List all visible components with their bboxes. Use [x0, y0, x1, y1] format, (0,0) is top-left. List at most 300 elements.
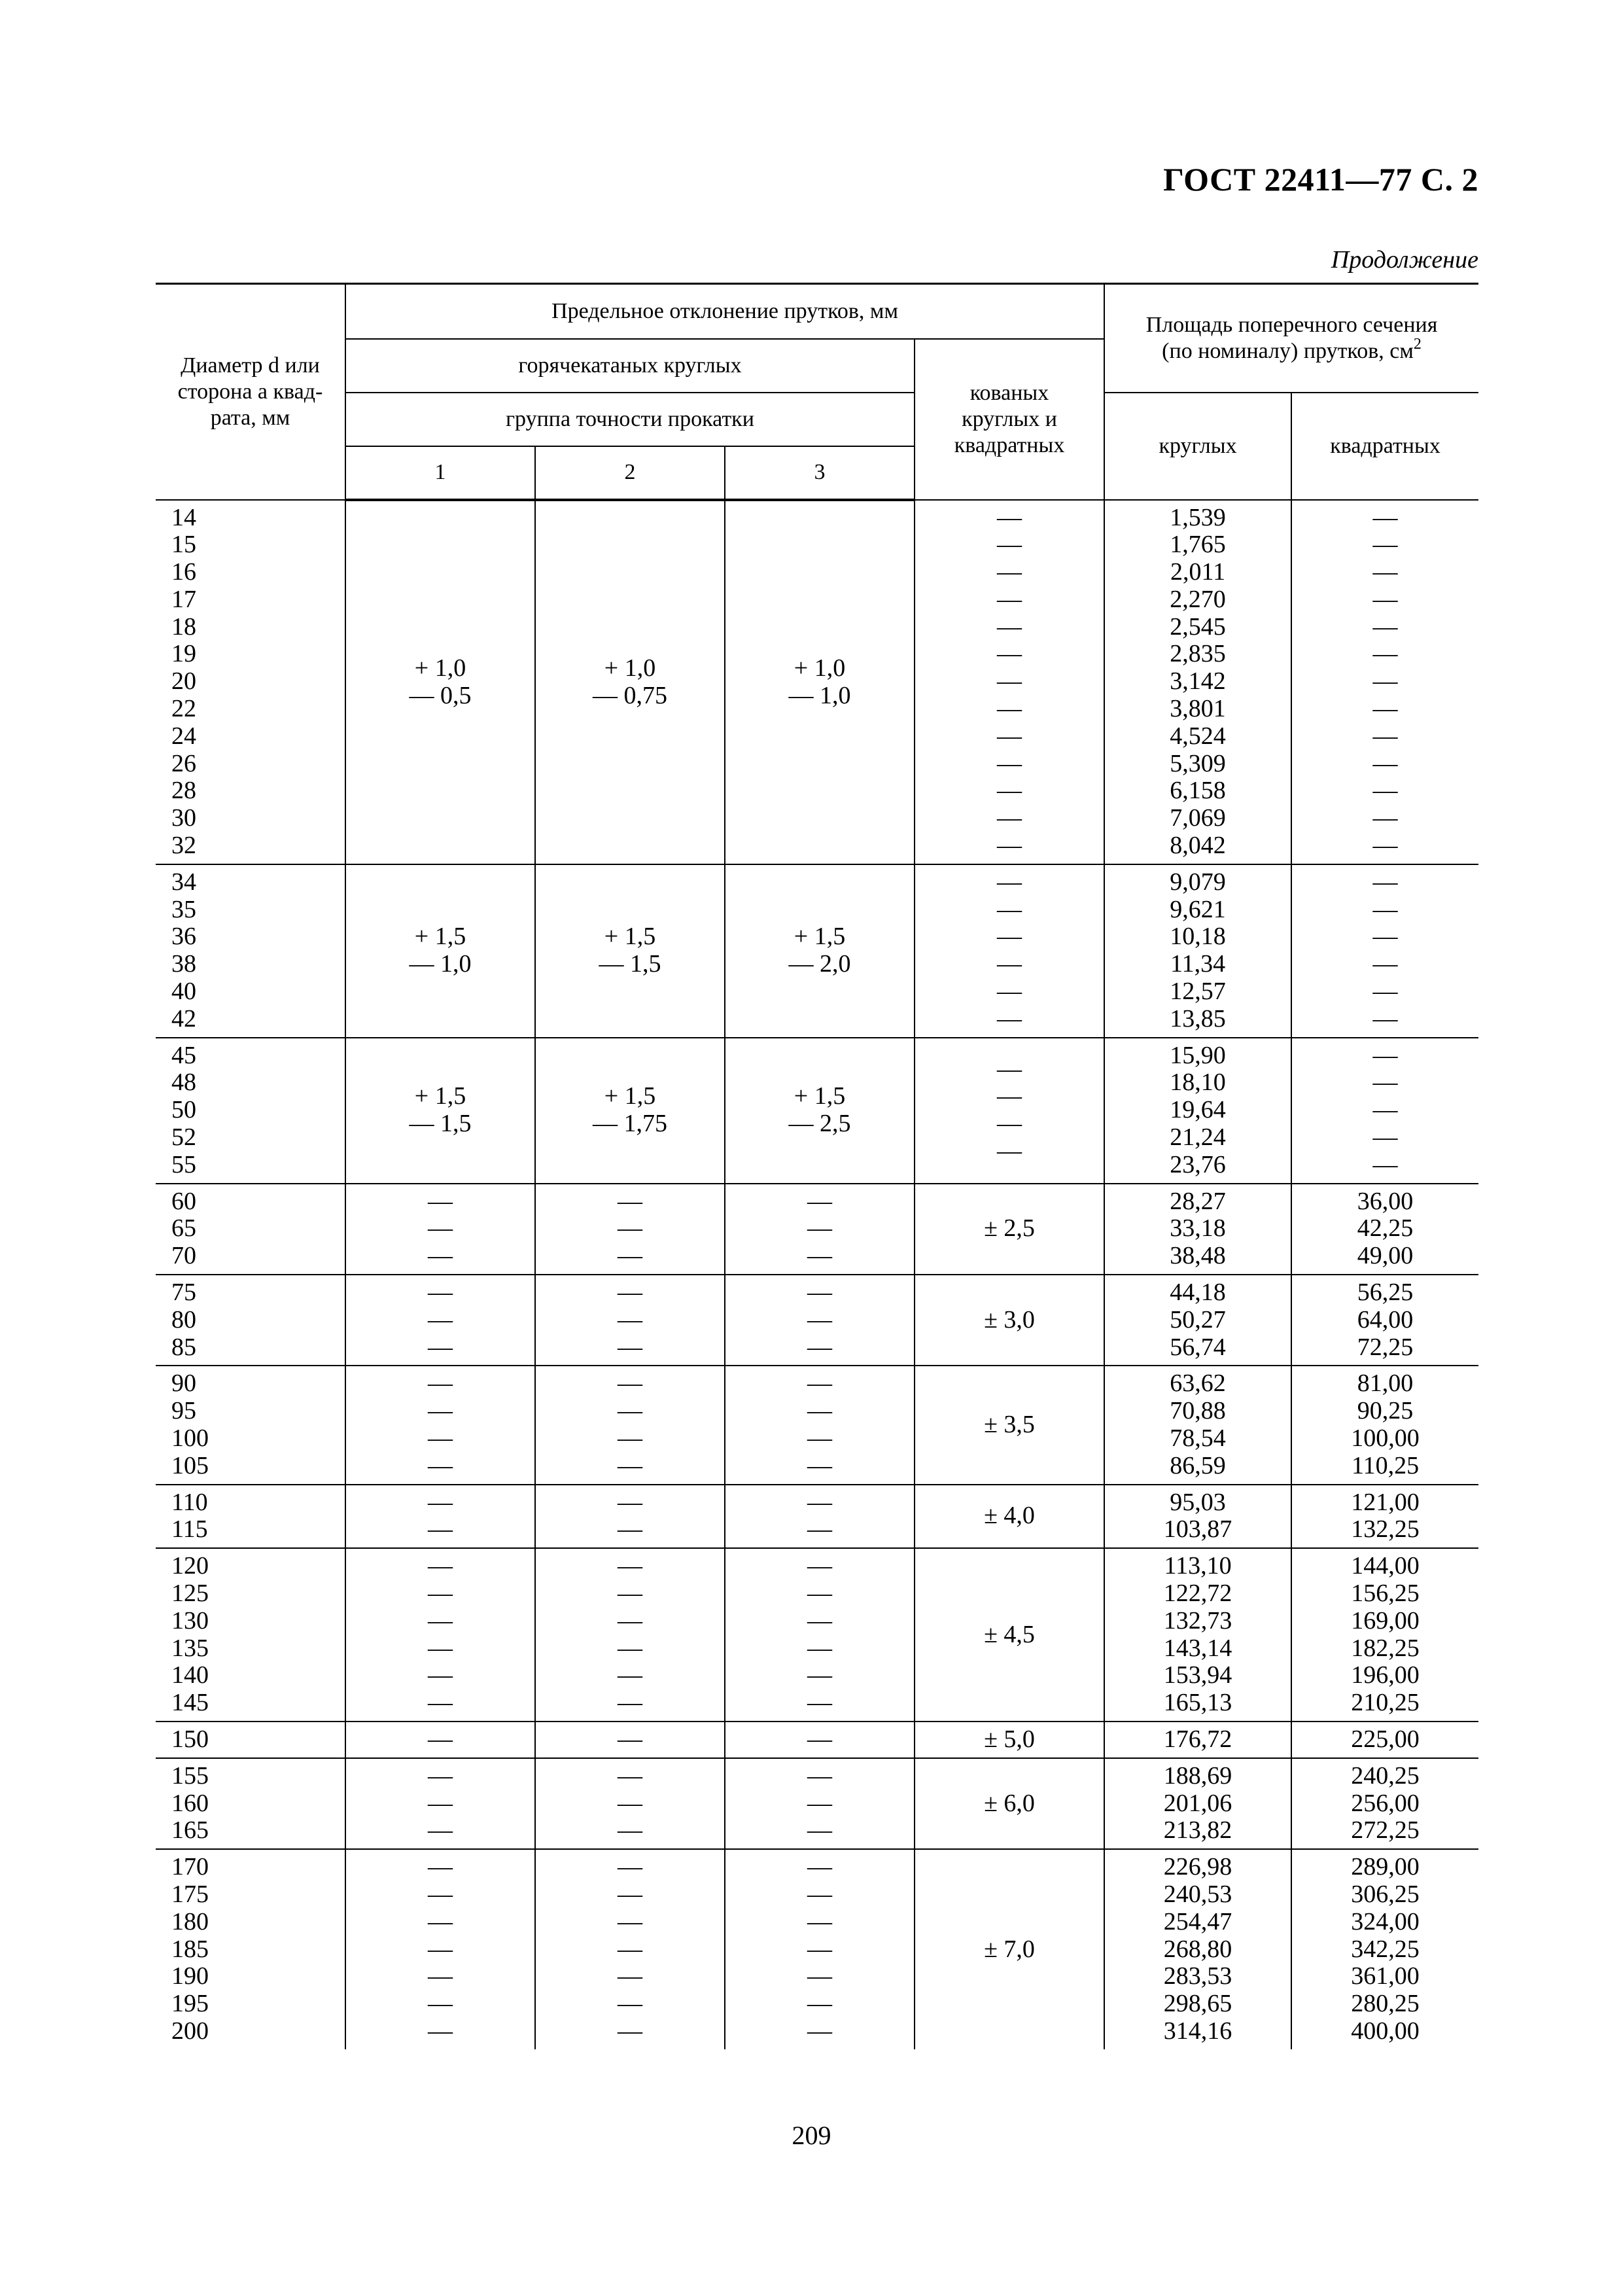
cell-value: — — [807, 1990, 832, 2018]
document-header: ГОСТ 22411—77 С. 2 — [1163, 161, 1478, 198]
cell-value: — — [428, 1242, 453, 1270]
cell-value: — — [428, 1333, 453, 1361]
cell-value: — — [997, 612, 1022, 641]
table-cell-square — [1291, 1366, 1478, 1484]
header-deviation-group: Предельное отклонение прутков, мм — [345, 284, 1104, 339]
table-cell-g2 — [535, 864, 725, 1038]
cell-value: 100,00 — [1351, 1424, 1420, 1452]
cell-value: 226,98 — [1163, 1853, 1232, 1881]
cell-value: — — [618, 1488, 642, 1516]
table-cell-square — [1291, 1722, 1478, 1758]
cell-value: 45 — [171, 1041, 196, 1069]
cell-value: 165 — [171, 1816, 209, 1845]
cell-value: 78,54 — [1170, 1424, 1226, 1452]
cell-value: 36,00 — [1357, 1187, 1414, 1215]
cell-value: — — [1372, 749, 1398, 777]
cell-value: + 1,5 — [604, 923, 656, 951]
continuation-label: Продолжение — [1331, 246, 1478, 274]
cell-value: — — [1372, 695, 1398, 723]
cell-value: 342,25 — [1351, 1935, 1420, 1963]
cell-value: — — [807, 1725, 832, 1753]
cell-value: — — [618, 1579, 642, 1607]
table-cell-g2 — [535, 1275, 725, 1366]
cell-value: 153,94 — [1163, 1661, 1232, 1689]
table-cell-g1 — [345, 1849, 535, 2049]
cell-value: — — [1372, 531, 1398, 559]
header-diameter-line: сторона a квад- — [177, 379, 323, 404]
table-body — [156, 500, 1478, 2049]
cell-value: + 1,5 — [414, 1082, 466, 1110]
header-diameter-line: Диаметр d или — [181, 353, 320, 378]
cell-value: 4,524 — [1170, 722, 1226, 750]
cell-value: + 1,5 — [794, 923, 846, 951]
table-cell-square — [1291, 1485, 1478, 1549]
table-cell-g1 — [345, 1758, 535, 1849]
cell-value: 144,00 — [1351, 1552, 1420, 1580]
cell-value: — — [428, 1515, 453, 1544]
header-area-line2: (по номиналу) прутков, $см^2$ — [1162, 335, 1422, 363]
cell-value: — — [428, 1990, 453, 2018]
table-cell-g1 — [345, 1722, 535, 1758]
cell-value: 1,539 — [1170, 503, 1226, 531]
cell-value: 190 — [171, 1962, 209, 1990]
cell-value: 225,00 — [1351, 1725, 1420, 1753]
table-cell-g2 — [535, 1184, 725, 1275]
cell-value: 196,00 — [1351, 1661, 1420, 1689]
cell-value: — — [428, 1606, 453, 1634]
cell-value: — — [1372, 923, 1398, 951]
cell-value: — — [618, 1242, 642, 1270]
cell-value: 105 — [171, 1451, 209, 1479]
header-hot-rolled: горячекатаных круглых — [345, 339, 915, 393]
table-cell-round — [1104, 1184, 1291, 1275]
cell-value: 10,18 — [1170, 923, 1226, 951]
table-row — [156, 1038, 1478, 1184]
cell-value: — — [1372, 950, 1398, 978]
cell-value: 20 — [171, 667, 196, 696]
cell-value: — — [997, 640, 1022, 668]
cell-value: — — [428, 2017, 453, 2045]
cell-value: 213,82 — [1163, 1816, 1232, 1845]
cell-value: — — [1372, 777, 1398, 805]
cell-value: 11,34 — [1170, 950, 1226, 978]
table-cell-forged — [915, 500, 1104, 864]
table-cell-g1 — [345, 1184, 535, 1275]
cell-value: 72,25 — [1357, 1333, 1414, 1361]
cell-value: — — [807, 1689, 832, 1717]
table-row — [156, 1722, 1478, 1758]
cell-value: — — [428, 1579, 453, 1607]
cell-value: — — [618, 1424, 642, 1452]
cell-value: — 2,0 — [788, 950, 851, 978]
cell-value: 3,142 — [1170, 667, 1226, 696]
table-cell-sizes — [156, 1275, 345, 1366]
cell-value: 169,00 — [1351, 1606, 1420, 1634]
cell-value: — — [618, 1880, 642, 1908]
cell-value: 170 — [171, 1853, 209, 1881]
table-cell-g1 — [345, 1366, 535, 1484]
cell-value: — — [618, 1907, 642, 1935]
cell-value: 90,25 — [1357, 1397, 1414, 1425]
cell-value: — — [997, 895, 1022, 923]
table-cell-square — [1291, 1038, 1478, 1184]
cell-value: 17 — [171, 585, 196, 613]
cell-value: — — [807, 1661, 832, 1689]
table-cell-forged — [915, 1366, 1104, 1484]
table-cell-g3 — [725, 1722, 915, 1758]
cell-value: — — [1372, 585, 1398, 613]
cell-value: — — [428, 1907, 453, 1935]
cell-value: 143,14 — [1163, 1634, 1232, 1662]
table-cell-sizes — [156, 1485, 345, 1549]
header-diameter — [156, 284, 345, 500]
cell-value: 5,309 — [1170, 749, 1226, 777]
cell-value: — — [807, 1488, 832, 1516]
cell-value: ± 5,0 — [984, 1725, 1035, 1753]
cell-value: — — [1372, 804, 1398, 832]
cell-value: — — [807, 1305, 832, 1333]
cell-value: 306,25 — [1351, 1880, 1420, 1908]
cell-value: 3,801 — [1170, 695, 1226, 723]
table-cell-g3 — [725, 864, 915, 1038]
table-cell-sizes — [156, 1366, 345, 1484]
table-row — [156, 1485, 1478, 1549]
cell-value: — 2,5 — [788, 1110, 851, 1138]
cell-value: 56,74 — [1170, 1333, 1226, 1361]
cell-value: 6,158 — [1170, 777, 1226, 805]
cell-value: — — [807, 1606, 832, 1634]
cell-value: — — [997, 1110, 1022, 1138]
cell-value: — — [807, 1242, 832, 1270]
cell-value: 35 — [171, 895, 196, 923]
cell-value: 9,079 — [1170, 868, 1226, 896]
cell-value: — — [807, 1552, 832, 1580]
table-cell-square — [1291, 1184, 1478, 1275]
table-cell-sizes — [156, 1722, 345, 1758]
cell-value: + 1,5 — [794, 1082, 846, 1110]
table-cell-g2 — [535, 500, 725, 864]
table-cell-g2 — [535, 1366, 725, 1484]
cell-value: 201,06 — [1163, 1789, 1232, 1817]
cell-value: 81,00 — [1357, 1369, 1414, 1398]
cell-value: 165,13 — [1163, 1689, 1232, 1717]
cell-value: ± 6,0 — [984, 1789, 1035, 1817]
table-row — [156, 1758, 1478, 1849]
cell-value: 13,85 — [1170, 1004, 1226, 1033]
cell-value: — 1,75 — [593, 1110, 667, 1138]
table-cell-round — [1104, 1366, 1291, 1484]
cell-value: — — [428, 1880, 453, 1908]
cell-value: 70,88 — [1170, 1397, 1226, 1425]
cell-value: 21,24 — [1170, 1123, 1226, 1152]
cell-value: 324,00 — [1351, 1907, 1420, 1935]
cell-value: 14 — [171, 503, 196, 531]
table-cell-g1 — [345, 1275, 535, 1366]
table-cell-g3 — [725, 1758, 915, 1849]
cell-value: — — [997, 832, 1022, 860]
table-cell-sizes — [156, 1038, 345, 1184]
cell-value: 188,69 — [1163, 1761, 1232, 1790]
cell-value: 1,765 — [1170, 531, 1226, 559]
cell-value: 132,73 — [1163, 1606, 1232, 1634]
cell-value: 40 — [171, 978, 196, 1006]
cell-value: — — [997, 1055, 1022, 1083]
cell-value: + 1,0 — [414, 654, 466, 682]
cell-value: — — [997, 1137, 1022, 1165]
cell-value: 49,00 — [1357, 1242, 1414, 1270]
table-cell-g1 — [345, 864, 535, 1038]
cell-value: 18,10 — [1170, 1069, 1226, 1097]
cell-value: — — [1372, 1123, 1398, 1152]
cell-value: — — [807, 1369, 832, 1398]
cell-value: 314,16 — [1163, 2017, 1232, 2045]
table-row — [156, 500, 1478, 864]
cell-value: 110,25 — [1351, 1451, 1420, 1479]
table-row — [156, 1366, 1478, 1484]
table-cell-round — [1104, 500, 1291, 864]
cell-value: 100 — [171, 1424, 209, 1452]
cell-value: 135 — [171, 1634, 209, 1662]
cell-value: — — [618, 1606, 642, 1634]
cell-value: — — [428, 1789, 453, 1817]
cell-value: 22 — [171, 695, 196, 723]
cell-value: 95 — [171, 1397, 196, 1425]
cell-value: — 0,5 — [409, 681, 472, 709]
cell-value: 19,64 — [1170, 1096, 1226, 1124]
table-cell-round — [1104, 1722, 1291, 1758]
cell-value: — — [997, 868, 1022, 896]
table-cell-g3 — [725, 1548, 915, 1722]
cell-value: 240,53 — [1163, 1880, 1232, 1908]
cell-value: — — [807, 1880, 832, 1908]
table-cell-sizes — [156, 1548, 345, 1722]
cell-value: 56,25 — [1357, 1279, 1414, 1307]
cell-value: 24 — [171, 722, 196, 750]
cell-value: 130 — [171, 1606, 209, 1634]
cell-value: 44,18 — [1170, 1279, 1226, 1307]
table-cell-forged — [915, 1184, 1104, 1275]
cell-value: 156,25 — [1351, 1579, 1420, 1607]
cell-value: 195 — [171, 1990, 209, 2018]
cell-value: — — [618, 1279, 642, 1307]
table-cell-g2 — [535, 1548, 725, 1722]
table-cell-square — [1291, 1758, 1478, 1849]
cell-value: — — [618, 1451, 642, 1479]
cell-value: 80 — [171, 1305, 196, 1333]
cell-value: — — [997, 722, 1022, 750]
cell-value: — — [1372, 895, 1398, 923]
table-cell-g1 — [345, 1485, 535, 1549]
cell-value: — — [1372, 1069, 1398, 1097]
cell-value: — — [807, 1907, 832, 1935]
table-cell-g2 — [535, 1722, 725, 1758]
header-diameter-line: рата, мм — [210, 405, 290, 430]
table-header — [156, 284, 1478, 500]
table-cell-forged — [915, 1722, 1104, 1758]
cell-value: 160 — [171, 1789, 209, 1817]
cell-value: — — [997, 749, 1022, 777]
table-cell-g3 — [725, 1849, 915, 2049]
cell-value: — — [428, 1397, 453, 1425]
table-row — [156, 1849, 1478, 2049]
table-cell-round — [1104, 1849, 1291, 2049]
cell-value: 283,53 — [1163, 1962, 1232, 1990]
header-group-1: 1 — [345, 446, 535, 500]
cell-value: — — [618, 1634, 642, 1662]
cell-value: — — [1372, 558, 1398, 586]
cell-value: 122,72 — [1163, 1579, 1232, 1607]
cell-value: — — [807, 1515, 832, 1544]
cell-value: — — [997, 1082, 1022, 1110]
header-area-line1: Площадь поперечного сечения — [1145, 312, 1438, 337]
cell-value: — — [1372, 667, 1398, 696]
cell-value: 240,25 — [1351, 1761, 1420, 1790]
cell-value: — — [807, 1853, 832, 1881]
cell-value: — — [997, 804, 1022, 832]
cell-value: 2,011 — [1170, 558, 1226, 586]
header-forged: кованых круглых и квадратных — [915, 339, 1104, 500]
cell-value: — — [807, 1579, 832, 1607]
cell-value: 103,87 — [1163, 1515, 1232, 1544]
cell-value: 28,27 — [1170, 1187, 1226, 1215]
cell-value: 65 — [171, 1214, 196, 1243]
cell-value: 50,27 — [1170, 1305, 1226, 1333]
cell-value: — — [807, 1935, 832, 1963]
cell-value: — — [807, 2017, 832, 2045]
cell-value: — — [428, 1661, 453, 1689]
cell-value: ± 4,5 — [984, 1620, 1035, 1648]
cell-value: — — [1372, 612, 1398, 641]
cell-value: 9,621 — [1170, 895, 1226, 923]
cell-value: 185 — [171, 1935, 209, 1963]
cell-value: 38 — [171, 950, 196, 978]
cell-value: — — [428, 1369, 453, 1398]
cell-value: — — [618, 1816, 642, 1845]
table-cell-round — [1104, 1038, 1291, 1184]
cell-value: — — [997, 695, 1022, 723]
cell-value: 210,25 — [1351, 1689, 1420, 1717]
cell-value: — — [618, 2017, 642, 2045]
table-cell-g3 — [725, 1366, 915, 1484]
header-accuracy-group: группа точности прокатки — [345, 393, 915, 446]
cell-value: 256,00 — [1351, 1789, 1420, 1817]
cell-value: + 1,0 — [794, 654, 846, 682]
table-cell-g3 — [725, 1038, 915, 1184]
cell-value: 8,042 — [1170, 832, 1226, 860]
cell-value: 110 — [171, 1488, 208, 1516]
table-cell-square — [1291, 500, 1478, 864]
cell-value: 15 — [171, 531, 196, 559]
cell-value: — — [428, 1935, 453, 1963]
header-group-2: 2 — [535, 446, 725, 500]
table-cell-round — [1104, 1275, 1291, 1366]
cell-value: — — [997, 1004, 1022, 1033]
cell-value: — — [618, 1515, 642, 1544]
table-cell-g3 — [725, 1485, 915, 1549]
cell-value: — 1,5 — [599, 950, 661, 978]
cell-value: 75 — [171, 1279, 196, 1307]
cell-value: — — [807, 1761, 832, 1790]
cell-value: — — [807, 1634, 832, 1662]
cell-value: — — [618, 1962, 642, 1990]
cell-value: — — [618, 1661, 642, 1689]
cell-value: — — [807, 1397, 832, 1425]
cell-value: — — [807, 1451, 832, 1479]
table-cell-g2 — [535, 1758, 725, 1849]
cell-value: 289,00 — [1351, 1853, 1420, 1881]
cell-value: — — [997, 978, 1022, 1006]
cell-value: 86,59 — [1170, 1451, 1226, 1479]
cell-value: 150 — [171, 1725, 209, 1753]
table-cell-forged — [915, 1849, 1104, 2049]
cell-value: — — [1372, 1041, 1398, 1069]
cell-value: — — [428, 1424, 453, 1452]
table-cell-g2 — [535, 1485, 725, 1549]
cell-value: — — [618, 1552, 642, 1580]
table-cell-g3 — [725, 500, 915, 864]
cell-value: 176,72 — [1163, 1725, 1232, 1753]
cell-value: — — [428, 1962, 453, 1990]
table-cell-sizes — [156, 864, 345, 1038]
cell-value: — — [1372, 978, 1398, 1006]
cell-value: 52 — [171, 1123, 196, 1152]
cell-value: 272,25 — [1351, 1816, 1420, 1845]
cell-value: 115 — [171, 1515, 208, 1544]
page-number: 209 — [792, 2121, 831, 2150]
table-cell-sizes — [156, 1758, 345, 1849]
cell-value: — — [618, 1305, 642, 1333]
cell-value: 33,18 — [1170, 1214, 1226, 1243]
table-cell-forged — [915, 1485, 1104, 1549]
cell-value: — — [807, 1816, 832, 1845]
cell-value: — — [997, 777, 1022, 805]
cell-value: 140 — [171, 1661, 209, 1689]
cell-value: — — [428, 1853, 453, 1881]
header-area-square: квадратных — [1291, 393, 1478, 500]
cell-value: — — [618, 1789, 642, 1817]
table-cell-g1 — [345, 1548, 535, 1722]
cell-value: 145 — [171, 1689, 209, 1717]
cell-value: — 1,5 — [409, 1110, 472, 1138]
cell-value: 95,03 — [1170, 1488, 1226, 1516]
cell-value: — — [428, 1725, 453, 1753]
cell-value: 85 — [171, 1333, 196, 1361]
cell-value: 2,270 — [1170, 585, 1226, 613]
cell-value: — — [428, 1451, 453, 1479]
cell-value: 23,76 — [1170, 1150, 1226, 1178]
cell-value: — — [618, 1725, 642, 1753]
cell-value: — — [997, 950, 1022, 978]
cell-value: ± 4,0 — [984, 1502, 1035, 1530]
cell-value: — — [997, 531, 1022, 559]
cell-value: ± 3,0 — [984, 1305, 1035, 1333]
cell-value: 16 — [171, 558, 196, 586]
cell-value: — — [428, 1305, 453, 1333]
cell-value: 34 — [171, 868, 196, 896]
cell-value: — — [428, 1634, 453, 1662]
cell-value: — — [1372, 722, 1398, 750]
cell-value: 30 — [171, 804, 196, 832]
cell-value: 2,835 — [1170, 640, 1226, 668]
cell-value: 132,25 — [1351, 1515, 1420, 1544]
cell-value: — — [997, 558, 1022, 586]
cell-value: — — [997, 923, 1022, 951]
cell-value: + 1,5 — [414, 923, 466, 951]
cell-value: — — [807, 1424, 832, 1452]
cell-value: — — [618, 1990, 642, 2018]
cell-value: — — [997, 503, 1022, 531]
cell-value: 48 — [171, 1069, 196, 1097]
